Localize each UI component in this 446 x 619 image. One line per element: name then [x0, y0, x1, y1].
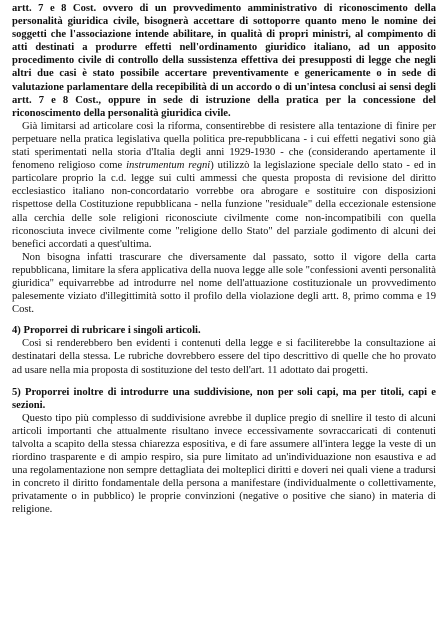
paragraph-reform-part2: ) utilizzò la legislazione speciale dello stato - ed in particolare proprio la c.d. legge sui culti ammessi che questa proposta di revisione del diritto ecclesiastico italiano non-concordatario vorrebbe ora abrogare e sostituire con disposizioni rispettose della Costituzione repubblicana - nella funzione "residuale" della eccezionale estensione alla cerchia delle sole religioni riconosciute civilmente come non-incompatibili con quella riconosciuta invece civilmente come "religione dello Stato" del parziale godimento di alcuni dei benefici accordati a quest'ultima.: [12, 160, 436, 250]
paragraph-section-5: Questo tipo più complesso di suddivisione avrebbe il duplice pregio di snellire il testo di alcuni articoli importanti che attualmente risultano invece eccessivamente sovraccaricati di contenuti talvolta a scapito della stessa chiarezza espositiva, e di fare assumere all'intera legge la veste di un riordino trasparente e di ampio respiro, sia pure limitato ad un'individuazione non esaustiva e ad una regolamentazione non sempre dettagliata dei molteplici diritti e doveri nei quali viene a tradursi in concreto il diritto fondamentale della persona a manifestare (individualmente o collettivamente, privatamente o in pubblico) le proprie convinzioni (negative o positive che siano) in materia di religione.: [12, 412, 436, 516]
paragraph-reform: [12, 120, 436, 251]
spacer: [12, 316, 436, 324]
paragraph-section-4: Così si renderebbero ben evidenti i contenuti della legge e si faciliterebbe la consultazione ai destinatari della stessa. Le rubriche dovrebbero essere del tipo descrittivo di quelle che ho provato ad usare nella mia proposta di sostituzione del testo dell'art. 11 adottato dai progetti.: [12, 338, 436, 376]
paragraph-reform-italic: instrumentum regni: [126, 160, 211, 172]
paragraph-reform-part1: Già limitarsi ad articolare così la riforma, consentirebbe di resistere alla tentazione di finire per perpetuare nella pratica legislativa quella politica pre-repubblicana - i cui effetti negativi sono già stati sperimentati nella storia d'Italia degli anni 1929-1930 - che (considerando apertamente il fenomeno religioso come: [12, 120, 436, 172]
paragraph-republican-charter: Non bisogna infatti trascurare che diversamente dal passato, sotto il vigore della carta repubblicana, limitare la sfera applicativa della nuova legge alle sole "confessioni aventi personalità giuridica" equivarrebbe ad introdurre nel nome dell'attuazione costituzionale un provvedimento palesemente viziato d'illegittimità sotto il profilo della violazione degli artt. 8, primo comma e 19 Cost.: [12, 251, 436, 316]
paragraph-bold-intro: artt. 7 e 8 Cost. ovvero di un provvedimento amministrativo di riconoscimento della personalità giuridica civile, bisognerà accettare di sottoporre quanto meno le nomine dei soggetti che l'associazione intende abilitare, in qualità di propri ministri, al compimento di atti destinati a produrre effetti nell'ordinamento giuridico italiano, ad un apposito procedimento civile di controllo della sussistenza effettiva dei presupposti di legge che negli altri due casi è stato possibile accertare preventivamente e genericamente o in sede di valutazione parlamentare della recepibilità di un accordo o di un'intesa conclusi ai sensi degli artt. 7 e 8 Cost., oppure in sede di istruzione della pratica per la concessione del riconoscimento della personalità giuridica civile.: [12, 3, 436, 119]
section-heading-4: 4) Proporrei di rubricare i singoli articoli.: [12, 325, 201, 337]
section-heading-5: 5) Proporrei inoltre di introdurre una suddivisione, non per soli capi, ma per titoli, capi e sezioni.: [12, 386, 436, 411]
